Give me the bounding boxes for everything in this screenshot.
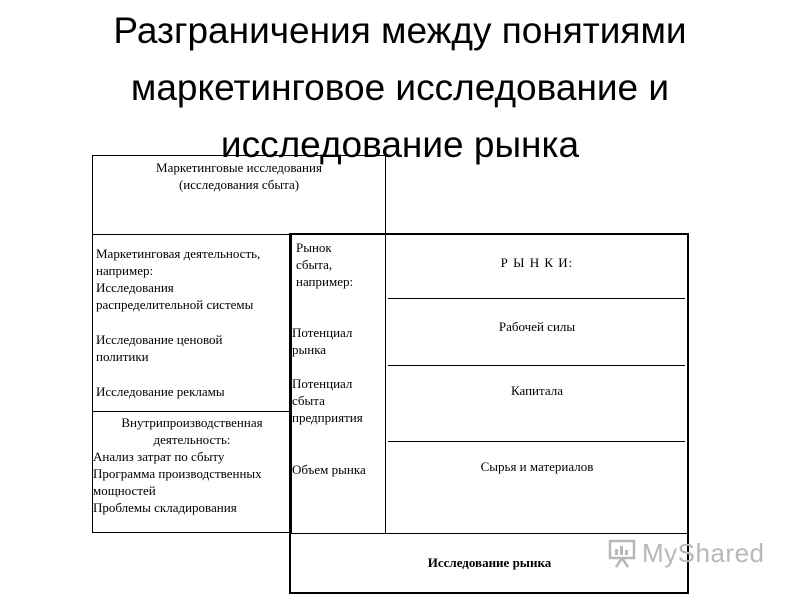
sales-market-line-6: Потенциал [292, 376, 353, 391]
watermark-text: MyShared [642, 538, 765, 568]
markets-materials: Сырья и материалов [480, 459, 594, 474]
title-line-1: Разграничения между понятиями [113, 10, 687, 51]
slide-title [0, 2, 800, 173]
markets-labor: Рабочей силы [498, 319, 576, 334]
sales-market-line-1: Рынок [296, 240, 332, 255]
markets-divider-2 [388, 365, 685, 366]
markets-capital: Капитала [511, 383, 563, 398]
marketing-activity-line-1: Маркетинговая деятельность, [96, 246, 261, 261]
internal-activity-line-6: Проблемы складирования [93, 500, 237, 515]
marketing-activity-line-7: Исследование рекламы [96, 384, 225, 399]
marketing-research-line-1: Маркетинговые исследования [156, 160, 322, 175]
markets-header: Р Ы Н К И: [500, 255, 574, 270]
markets-divider-1 [388, 298, 685, 299]
marketing-research-line-2: (исследования сбыта) [178, 177, 300, 192]
marketing-research-title [92, 159, 386, 193]
markets-divider-3 [388, 441, 685, 442]
title-line-3: исследование рынка [220, 124, 580, 165]
marketing-activity-line-4: распределительной системы [96, 297, 254, 312]
myshared-watermark [608, 534, 768, 578]
sales-market-line-8: предприятия [292, 410, 363, 425]
marketing-activity-line-6: политики [96, 349, 149, 364]
internal-activity-line-2: деятельность: [153, 432, 231, 447]
market-research-label: Исследование рынка [427, 555, 552, 570]
internal-activity-line-5: мощностей [93, 483, 156, 498]
internal-activity-line-4: Программа производственных [93, 466, 262, 481]
internal-activity-line-3: Анализ затрат по сбыту [93, 449, 225, 464]
marketing-activity-line-5: Исследование ценовой [96, 332, 223, 347]
sales-market-line-3: например: [296, 274, 354, 289]
sales-market-line-2: сбыта, [296, 257, 333, 272]
sales-market-line-9: Объем рынка [292, 462, 366, 477]
presentation-board-icon [608, 538, 636, 568]
sales-market-line-4: Потенциал [292, 325, 353, 340]
title-line-2: маркетинговое исследование и [130, 67, 670, 108]
marketing-activity-line-2: например: [96, 263, 154, 278]
marketing-activity-line-3: Исследования [96, 280, 174, 295]
internal-activity-line-1: Внутрипроизводственная [121, 415, 263, 430]
sales-market-line-7: сбыта [292, 393, 325, 408]
sales-market-line-5: рынка [292, 342, 327, 357]
